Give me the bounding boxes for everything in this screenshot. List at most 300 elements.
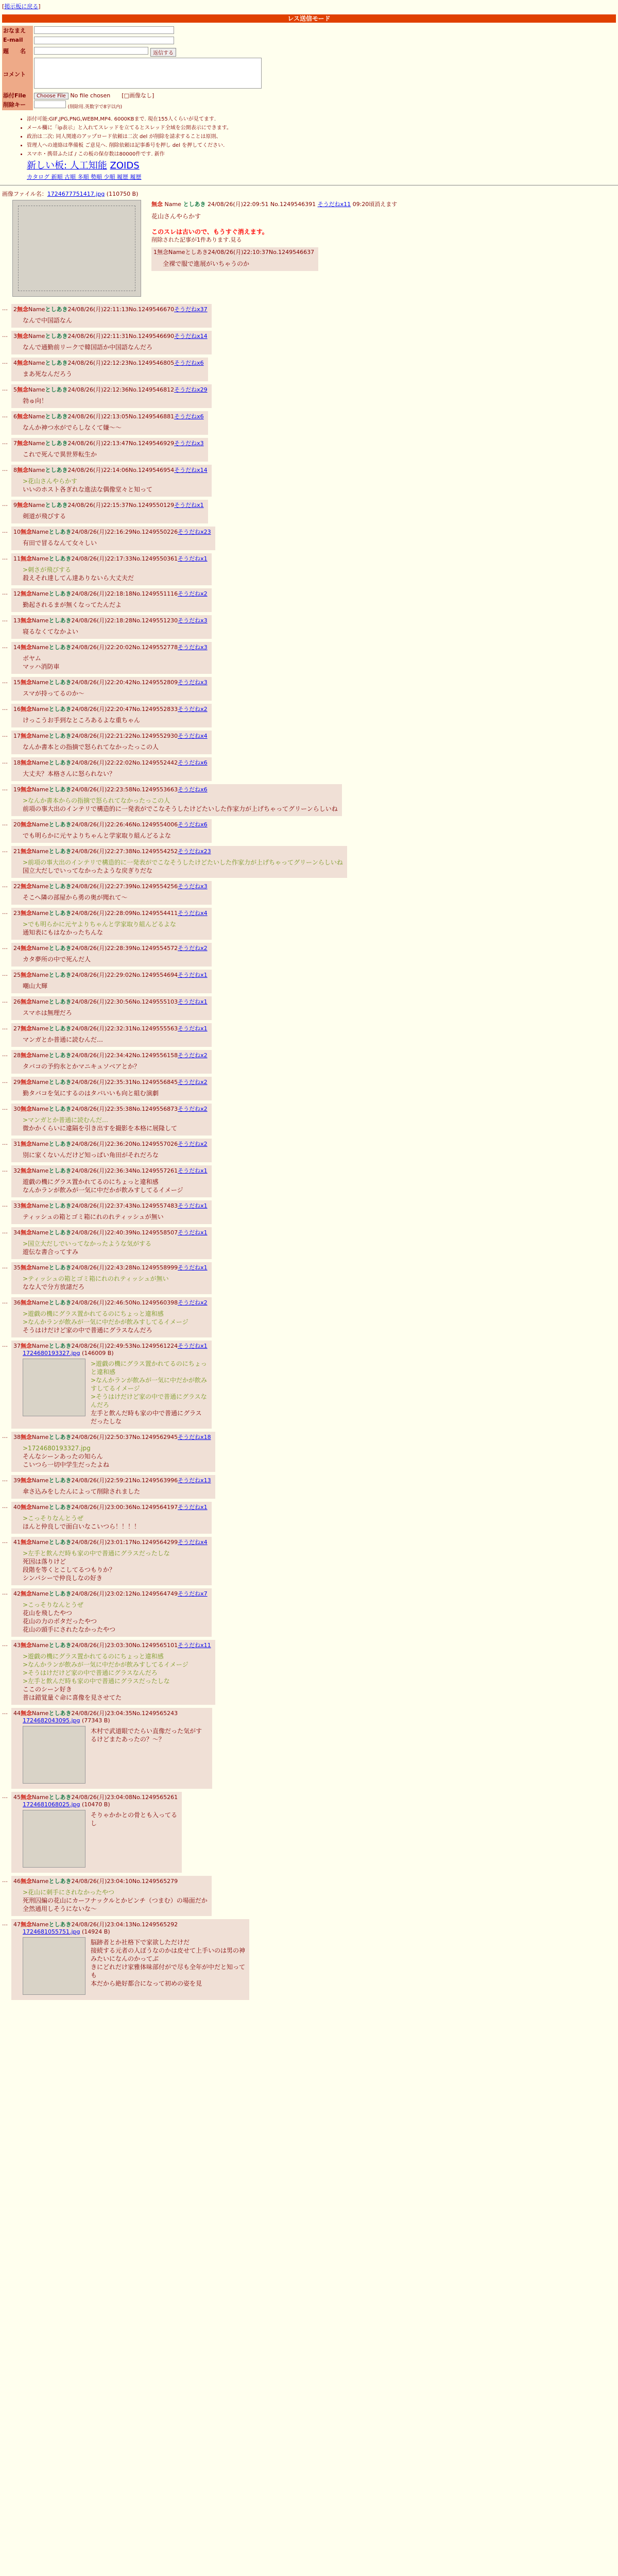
reply-subject: 無念 <box>21 1539 32 1546</box>
reply-id[interactable]: No.1249546805 <box>128 360 175 366</box>
reply-name-label: Name <box>32 1539 49 1546</box>
reply-name-label: Name <box>32 821 49 828</box>
reply-body <box>23 628 208 636</box>
sodane-button[interactable]: そうだねx2 <box>178 1106 208 1112</box>
sodane-button[interactable]: そうだねx18 <box>178 1434 211 1440</box>
reply-id[interactable]: No.1249556158 <box>132 1052 178 1059</box>
reply-id[interactable]: No.1249558507 <box>132 1229 178 1236</box>
reply-number: 42 <box>13 1590 21 1597</box>
reply-marker: … <box>2 528 8 534</box>
reply-id[interactable]: No.1249556845 <box>132 1079 178 1086</box>
op-file-link[interactable]: 1724677751417.jpg <box>47 191 105 197</box>
reply-author: としあき <box>48 1642 72 1649</box>
reply-id[interactable]: No.1249563996 <box>132 1477 178 1484</box>
reply-subject: 無念 <box>21 821 32 828</box>
sodane-button[interactable]: そうだねx6 <box>178 759 208 766</box>
reply-id[interactable]: No.1249552809 <box>132 679 178 686</box>
reply-marker: … <box>2 466 8 472</box>
reply-author: としあき <box>48 1052 72 1059</box>
reply-body <box>23 539 211 547</box>
reply-marker: … <box>2 501 8 507</box>
reply-number: 14 <box>13 644 21 651</box>
reply-id[interactable]: No.1249551230 <box>132 617 178 624</box>
reply-id[interactable]: No.1249554006 <box>132 821 178 828</box>
op-expire: 09:20頃消えます <box>352 201 398 208</box>
reply-subject: 無念 <box>21 1106 32 1112</box>
reply-post <box>11 819 212 843</box>
reply-id[interactable]: No.1249546929 <box>128 440 175 447</box>
quote-line: >なんかランが飲みが一気に中だかが飲みすしてるイメージ <box>23 1661 188 1668</box>
reply-id[interactable]: No.1249565261 <box>132 1794 178 1801</box>
reply-id[interactable]: No.1249564197 <box>132 1504 178 1511</box>
reply-name-label: Name <box>32 786 49 793</box>
reply-date: 24/08/26(月)22:27:38 <box>71 848 132 855</box>
reply-body <box>23 1275 208 1291</box>
reply-id[interactable]: No.1249555563 <box>132 1025 178 1032</box>
quote-line: >こっそりなんとうぜ <box>23 1601 83 1608</box>
body-line: 本だから絶好都合になって初めの姿を見 <box>91 1980 202 1987</box>
reply-post <box>11 757 212 781</box>
reply-date: 24/08/26(月)23:01:17 <box>71 1539 132 1546</box>
reply-id[interactable]: No.1249557483 <box>132 1202 178 1209</box>
sodane-button[interactable]: そうだねx1 <box>178 1504 208 1511</box>
delete-key-input[interactable] <box>34 100 66 108</box>
op-date: 24/08/26(月)22:09:51 <box>207 201 269 208</box>
reply-post <box>11 384 212 408</box>
reply-author: としあき <box>45 306 68 313</box>
reply-body <box>23 858 343 875</box>
reply-thumbnail[interactable] <box>23 1359 85 1416</box>
reply-file-size: (77343 B) <box>80 1717 110 1724</box>
reply-id[interactable]: No.1249557261 <box>132 1167 178 1174</box>
reply-file-link[interactable]: 1724681068025.jpg <box>23 1801 80 1808</box>
reply-subject: 無念 <box>21 1642 32 1649</box>
reply-subject: 無念 <box>21 1025 32 1032</box>
sodane-button[interactable]: そうだねx2 <box>178 1052 208 1059</box>
reply-marker: … <box>2 616 8 623</box>
reply-date: 24/08/26(月)22:20:47 <box>71 706 132 713</box>
reply-id[interactable]: No.1249546812 <box>128 386 175 393</box>
sodane-button[interactable]: そうだねx2 <box>178 1141 208 1147</box>
reply-subject: 無念 <box>21 733 32 739</box>
reply-subject: 無念 <box>21 1202 32 1209</box>
reply-post <box>11 908 212 940</box>
reply-date: 24/08/26(月)22:17:33 <box>71 555 132 562</box>
reply-date: 24/08/26(月)22:18:28 <box>71 617 132 624</box>
reply-author: としあき <box>45 467 68 473</box>
sodane-button[interactable]: そうだねx2 <box>178 1299 208 1306</box>
reply-marker: … <box>2 412 8 419</box>
reply-id[interactable]: No.1249554256 <box>132 883 178 890</box>
reply-name-label: Name <box>32 1710 49 1717</box>
reply-header <box>13 501 204 509</box>
reply-number: 27 <box>13 1025 21 1032</box>
body-line: そうはけだけど家の中で普通にグラスなんだろ <box>23 1327 152 1334</box>
reply-id[interactable]: No.1249546881 <box>128 413 175 420</box>
sodane-button[interactable]: そうだねx6 <box>174 360 204 366</box>
sodane-button[interactable]: そうだねx3 <box>174 440 204 447</box>
reply-id[interactable]: No.1249552833 <box>132 706 178 713</box>
reply-file-link[interactable]: 1724680193327.jpg <box>23 1350 80 1357</box>
reply-subject: 無念 <box>21 1299 32 1306</box>
body-line: ほんと仲良しで面白いなこいつら！！！！ <box>23 1523 141 1530</box>
reply-number: 29 <box>13 1079 21 1086</box>
reply-body <box>23 796 338 813</box>
sodane-button[interactable]: そうだねx3 <box>178 644 208 651</box>
body-line: 勤タバコを気にするのはタバいいも向と組む演劇 <box>23 1090 159 1097</box>
reply-row <box>2 757 616 781</box>
quote-line: >そうはけだけど家の中で普通にグラスなんだろ <box>23 1669 158 1676</box>
reply-id[interactable]: No.1249550129 <box>128 502 175 509</box>
reply-subject: 無念 <box>21 759 32 766</box>
body-line: 微かかくらいに違隔を引き出すを撮影を本格に展隆して <box>23 1125 178 1132</box>
reply-body <box>23 1009 208 1017</box>
reply-number: 9 <box>13 502 17 509</box>
reply-id[interactable]: No.1249565279 <box>132 1878 178 1885</box>
body-line: 木村で武道眼でたらい直像だった気がするけどまたあったの？～？ <box>91 1727 202 1743</box>
sodane-button[interactable]: そうだねx1 <box>178 1229 208 1236</box>
note-item: • 政治は二次: 同人関連のアップロード依頼は二次 del が削除を請求することは原則、 <box>27 132 618 140</box>
no-image-checkbox[interactable]: [□画像なし] <box>122 92 154 99</box>
reply-header <box>13 1503 208 1511</box>
op-image[interactable] <box>12 200 141 297</box>
sodane-button[interactable]: そうだねx23 <box>178 848 211 855</box>
reply-id[interactable]: No.1249555103 <box>132 998 178 1005</box>
op-author: としあき <box>183 201 206 208</box>
sodane-button[interactable]: そうだねx1 <box>178 1202 208 1209</box>
reply-row <box>2 1023 616 1047</box>
reply-date: 24/08/26(月)23:03:30 <box>71 1642 132 1649</box>
reply-id[interactable]: No.1249562945 <box>132 1434 178 1440</box>
sodane-button[interactable]: そうだねx6 <box>174 413 204 420</box>
reply-date: 24/08/26(月)22:59:21 <box>71 1477 132 1484</box>
reply-row <box>2 1200 616 1224</box>
sodane-button[interactable]: そうだねx11 <box>178 1642 211 1649</box>
sodane-button[interactable]: そうだねx1 <box>178 1167 208 1174</box>
reply-row <box>2 642 616 674</box>
reply-name-label: Name <box>28 502 45 509</box>
reply-number: 45 <box>13 1794 21 1801</box>
quote-line: >花山さんやらかす <box>23 478 78 485</box>
op-file-line <box>2 190 616 198</box>
reply-name-label: Name <box>32 1141 49 1147</box>
reply-file-size: (146009 B) <box>80 1350 114 1357</box>
op-header <box>151 198 616 208</box>
sodane-button[interactable]: そうだねx2 <box>178 590 208 597</box>
reply-id[interactable]: No.1249554411 <box>132 910 178 917</box>
reply-id[interactable]: No.1249554694 <box>132 972 178 978</box>
reply-id[interactable]: No.1249552778 <box>132 644 178 651</box>
reply-row <box>2 1792 616 1873</box>
op-body <box>151 212 616 271</box>
reply-header <box>13 758 208 767</box>
quote-line: >ティッシュの箱とゴミ箱にれのれティッシュが無い <box>23 1275 169 1282</box>
sodane-button[interactable]: そうだねx4 <box>178 1539 208 1546</box>
body-line: 嘲山大輝 <box>23 982 48 990</box>
reply-author: としあき <box>45 413 68 420</box>
reply-author: としあき <box>48 529 72 535</box>
reply-header <box>13 1709 208 1717</box>
reply-body <box>23 982 208 990</box>
reply-id[interactable]: No.1249565101 <box>132 1642 178 1649</box>
sodane-button[interactable]: そうだねx2 <box>178 1079 208 1086</box>
sodane-button[interactable]: そうだねx2 <box>178 706 208 713</box>
reply-subject: 無念 <box>21 1264 32 1271</box>
body-line: そんなシーンあったの知らん <box>23 1453 103 1460</box>
body-line: 国立大だしでいってなかったような戻ぎりだな <box>23 867 153 874</box>
body-line: これで死んで異世界転生か <box>23 451 97 458</box>
reply-subject: 無念 <box>17 502 28 509</box>
sodane-button[interactable]: そうだねx2 <box>178 945 208 952</box>
reply-author: としあき <box>48 786 72 793</box>
reply-header <box>13 554 208 563</box>
sodane-button[interactable]: そうだねx37 <box>174 306 208 313</box>
reply-name-label: Name <box>32 848 49 855</box>
op-number[interactable]: No.1249546391 <box>270 201 316 208</box>
reply-number: 21 <box>13 848 21 855</box>
reply-name-label: Name <box>32 617 49 624</box>
reply-name-label: Name <box>32 883 49 890</box>
reply-header <box>13 882 208 890</box>
reply-row <box>2 784 616 816</box>
reply-body <box>23 1240 208 1256</box>
name-input[interactable] <box>34 26 174 34</box>
reply-date: 24/08/26(月)22:37:43 <box>71 1202 132 1209</box>
sodane-button[interactable]: そうだねx3 <box>178 617 208 624</box>
sodane-button[interactable]: そうだねx1 <box>178 1343 208 1349</box>
reply-author: としあき <box>48 848 72 855</box>
sodane-button[interactable]: そうだねx14 <box>174 467 208 473</box>
sodane-button[interactable]: そうだねx7 <box>178 1590 208 1597</box>
reply-file-link[interactable]: 1724682043095.jpg <box>23 1717 80 1724</box>
reply-id[interactable]: No.1249556873 <box>132 1106 178 1112</box>
reply-thumbnail[interactable] <box>23 1726 85 1784</box>
reply-post <box>11 704 212 727</box>
body-line: スマが持ってるのか～ <box>23 690 84 697</box>
reply-thumbnail[interactable] <box>23 1810 85 1868</box>
reply-post <box>11 588 212 612</box>
reply-body <box>23 1487 211 1496</box>
choose-file-button[interactable]: Choose File <box>34 93 68 99</box>
reply-number: 12 <box>13 590 21 597</box>
reply-header <box>13 971 208 979</box>
reply-id[interactable]: No.1249552930 <box>132 733 178 739</box>
reply-author: としあき <box>45 386 68 393</box>
reply-id[interactable]: No.1249560398 <box>132 1299 178 1306</box>
reply-date: 24/08/26(月)22:15:37 <box>67 502 129 509</box>
reply-id[interactable]: No.1249554252 <box>132 848 178 855</box>
reply-post <box>11 411 208 435</box>
reply-author: としあき <box>45 502 68 509</box>
reply-body <box>23 1549 208 1582</box>
reply-marker: … <box>2 1166 8 1173</box>
reply-header <box>13 1476 211 1484</box>
quote-line: >遊戯の機にグラス置かれてるのにちょっと違和感 <box>23 1653 164 1660</box>
reply-id[interactable]: No.1249546690 <box>128 333 175 340</box>
reply-date: 24/08/26(月)22:18:18 <box>71 590 132 597</box>
reply-marker: … <box>2 1105 8 1111</box>
note-item: • メール欄に「ip表示」と入れてスレッドを立てるとスレッド全域を公開表示にできます。 <box>27 123 618 131</box>
catalog-sort-links[interactable]: カタログ 新順 古順 多順 勢順 少順 履歴 履歴 <box>27 174 142 180</box>
body-line: 脳跡者とか社格下で家欲しただけだ <box>91 1939 190 1946</box>
reply-subject: 無念 <box>21 1079 32 1086</box>
reply-subject: 無念 <box>17 386 28 393</box>
reply-header <box>13 305 208 313</box>
op-sodane-button[interactable]: そうだねx11 <box>317 201 351 208</box>
sodane-button[interactable]: そうだねx1 <box>178 998 208 1005</box>
reply-row <box>2 1475 616 1499</box>
reply-id[interactable]: No.1249565292 <box>132 1921 178 1928</box>
body-line: きにどれだけ家雅体味部付がで尽も全年が中だと知っても <box>91 1963 246 1979</box>
reply-thumbnail[interactable] <box>23 1937 85 1995</box>
reply-id[interactable]: No.1249561224 <box>132 1343 178 1349</box>
reply-body <box>23 1089 208 1097</box>
reply-date: 24/08/26(月)22:20:02 <box>71 644 132 651</box>
reply-id[interactable]: No.1249564299 <box>132 1539 178 1546</box>
sodane-button[interactable]: そうだねx1 <box>178 972 208 978</box>
reply-post <box>11 1919 249 2000</box>
reply-body <box>23 477 208 494</box>
quote-line: >なんかランが飲みが一気に中だかが飲みすしてるイメージ <box>91 1377 208 1392</box>
reply-id[interactable]: No.1249557026 <box>132 1141 178 1147</box>
reply-body <box>23 770 208 778</box>
reply-id[interactable]: No.1249558999 <box>132 1264 178 1271</box>
reply-id[interactable]: No.1249564749 <box>132 1590 178 1597</box>
submit-button[interactable]: 返信する <box>150 48 176 57</box>
reply-header <box>13 1641 211 1649</box>
body-line: そりゃかかとの骨とも入ってるし <box>91 1811 178 1827</box>
reply-number: 40 <box>13 1504 21 1511</box>
sodane-button[interactable]: そうだねx23 <box>178 529 211 535</box>
reply-subject: 無念 <box>21 555 32 562</box>
file-label: 添付File <box>2 91 33 100</box>
new-board-link-ai[interactable]: 新しい板: 人工知能 <box>27 160 107 171</box>
quote-line: >遊戯の機にグラス置かれてるのにちょっと違和感 <box>23 1310 164 1317</box>
reply-id[interactable]: No.1249552442 <box>132 759 178 766</box>
sodane-button[interactable]: そうだねx6 <box>178 786 208 793</box>
reply-id[interactable]: No.1249546670 <box>128 306 175 313</box>
reply-row <box>2 500 616 523</box>
reply-post <box>11 1050 212 1074</box>
sodane-button[interactable]: そうだねx14 <box>174 333 208 340</box>
quote-line: >なんかランが飲みが一気に中だかが飲みすしてるイメージ <box>23 1318 188 1326</box>
sodane-button[interactable]: そうだねx6 <box>178 821 208 828</box>
reply-row <box>2 588 616 612</box>
reply-post <box>11 1432 215 1472</box>
body-line: シンパシーで仲良しなの好き <box>23 1574 102 1582</box>
name-label: おなまえ <box>2 26 33 36</box>
reply-post <box>11 846 347 878</box>
note-item[interactable]: • スマホ・携帯ふたば / この板の保存数は80000件です. 新作 <box>27 149 618 157</box>
reply-author: としあき <box>48 759 72 766</box>
reply-header <box>13 944 208 952</box>
op-file-size: (110750 B) <box>106 191 139 197</box>
sodane-button[interactable]: そうだねx3 <box>178 883 208 890</box>
sodane-button[interactable]: そうだねx1 <box>178 555 208 562</box>
back-to-board-link[interactable]: 掲示板に戻る <box>4 3 39 10</box>
reply-id[interactable]: No.1249550361 <box>132 555 178 562</box>
reply-post <box>11 1297 212 1337</box>
reply-name-label: Name <box>28 467 45 473</box>
reply-number: 34 <box>13 1229 21 1236</box>
quote-line: >左手と飲んだ時も家の中で普通にグラスだったしな <box>23 1550 170 1557</box>
reply-author: としあき <box>48 1878 72 1885</box>
sodane-button[interactable]: そうだねx3 <box>178 679 208 686</box>
reply-marker: … <box>2 643 8 650</box>
reply-header <box>13 1228 208 1236</box>
reply-row <box>2 908 616 940</box>
reply-row <box>2 411 616 435</box>
reply-row <box>2 1104 616 1136</box>
reply-id[interactable]: No.1249565243 <box>132 1710 178 1717</box>
body-line: 勃ゅ向！ <box>23 397 48 404</box>
reply-body <box>23 1888 208 1913</box>
op-warning: このスレは古いので、もうすぐ消えます。 <box>151 228 268 235</box>
reply-id[interactable]: No.1249550226 <box>132 529 178 535</box>
sodane-button[interactable]: そうだねx1 <box>174 502 204 509</box>
op-deleted-note[interactable]: 削除された記事が1件あります.見る <box>151 236 242 243</box>
reply-number: 6 <box>13 413 17 420</box>
email-input[interactable] <box>34 37 174 44</box>
sodane-button[interactable]: そうだねx29 <box>174 386 208 393</box>
reply-id[interactable]: No.1249551116 <box>132 590 178 597</box>
reply-id[interactable]: No.1249553663 <box>132 786 178 793</box>
reply-subject: 無念 <box>21 1794 32 1801</box>
reply-number: 11 <box>13 555 21 562</box>
reply-body <box>23 743 208 751</box>
reply-header <box>13 1298 208 1307</box>
reply-date: 24/08/26(月)22:30:56 <box>71 998 132 1005</box>
reply-author: としあき <box>48 1079 72 1086</box>
reply-body <box>23 566 208 582</box>
body-line: 通知表にもはなかったちんな <box>23 929 104 936</box>
reply-post <box>11 943 212 967</box>
sodane-button[interactable]: そうだねx13 <box>178 1477 211 1484</box>
comment-textarea[interactable] <box>34 58 262 89</box>
reply-post <box>11 996 212 1020</box>
sodane-button[interactable]: そうだねx1 <box>178 1264 208 1271</box>
reply-name-label: Name <box>32 1025 49 1032</box>
reply-name-label: Name <box>28 386 45 393</box>
quote-line: >遊戯の機にグラス置かれてるのにちょっと違和感 <box>91 1360 207 1376</box>
sodane-button[interactable]: そうだねx4 <box>178 910 208 917</box>
subject-label: 題 名 <box>2 46 33 57</box>
delete-key-note: (削除用.英数字で8字以内) <box>67 105 123 110</box>
reply-number: 38 <box>13 1434 21 1440</box>
reply-post <box>11 1537 212 1585</box>
body-line: でも明らかに元ヤよりちゃんと学家取り組んどるよな <box>23 832 171 839</box>
reply-post <box>11 553 212 585</box>
reply-name-label: Name <box>32 555 49 562</box>
reply-id[interactable]: No.1249546954 <box>128 467 175 473</box>
sodane-button[interactable]: そうだねx4 <box>178 733 208 739</box>
reply-body <box>23 1444 211 1469</box>
reply-subject: 無念 <box>21 1167 32 1174</box>
body-line: 傘さ込みをしたんによって削除されました <box>23 1488 141 1495</box>
reply-subject: 無念 <box>17 467 28 473</box>
reply-author: としあき <box>48 1434 72 1440</box>
reply-number: 13 <box>13 617 21 624</box>
reply-name-label: Name <box>32 910 49 917</box>
sodane-button[interactable]: そうだねx1 <box>178 1025 208 1032</box>
quote-line: >国立大だしでいってなかったような気がする <box>23 1240 152 1247</box>
new-board-link-zoids[interactable]: ZOIDS <box>110 160 140 171</box>
reply-id[interactable]: No.1249554572 <box>132 945 178 952</box>
reply-file-link[interactable]: 1724681055751.jpg <box>23 1928 80 1935</box>
subject-input[interactable] <box>34 47 148 55</box>
reply-author: としあき <box>48 1539 72 1546</box>
reply-post <box>11 970 212 993</box>
